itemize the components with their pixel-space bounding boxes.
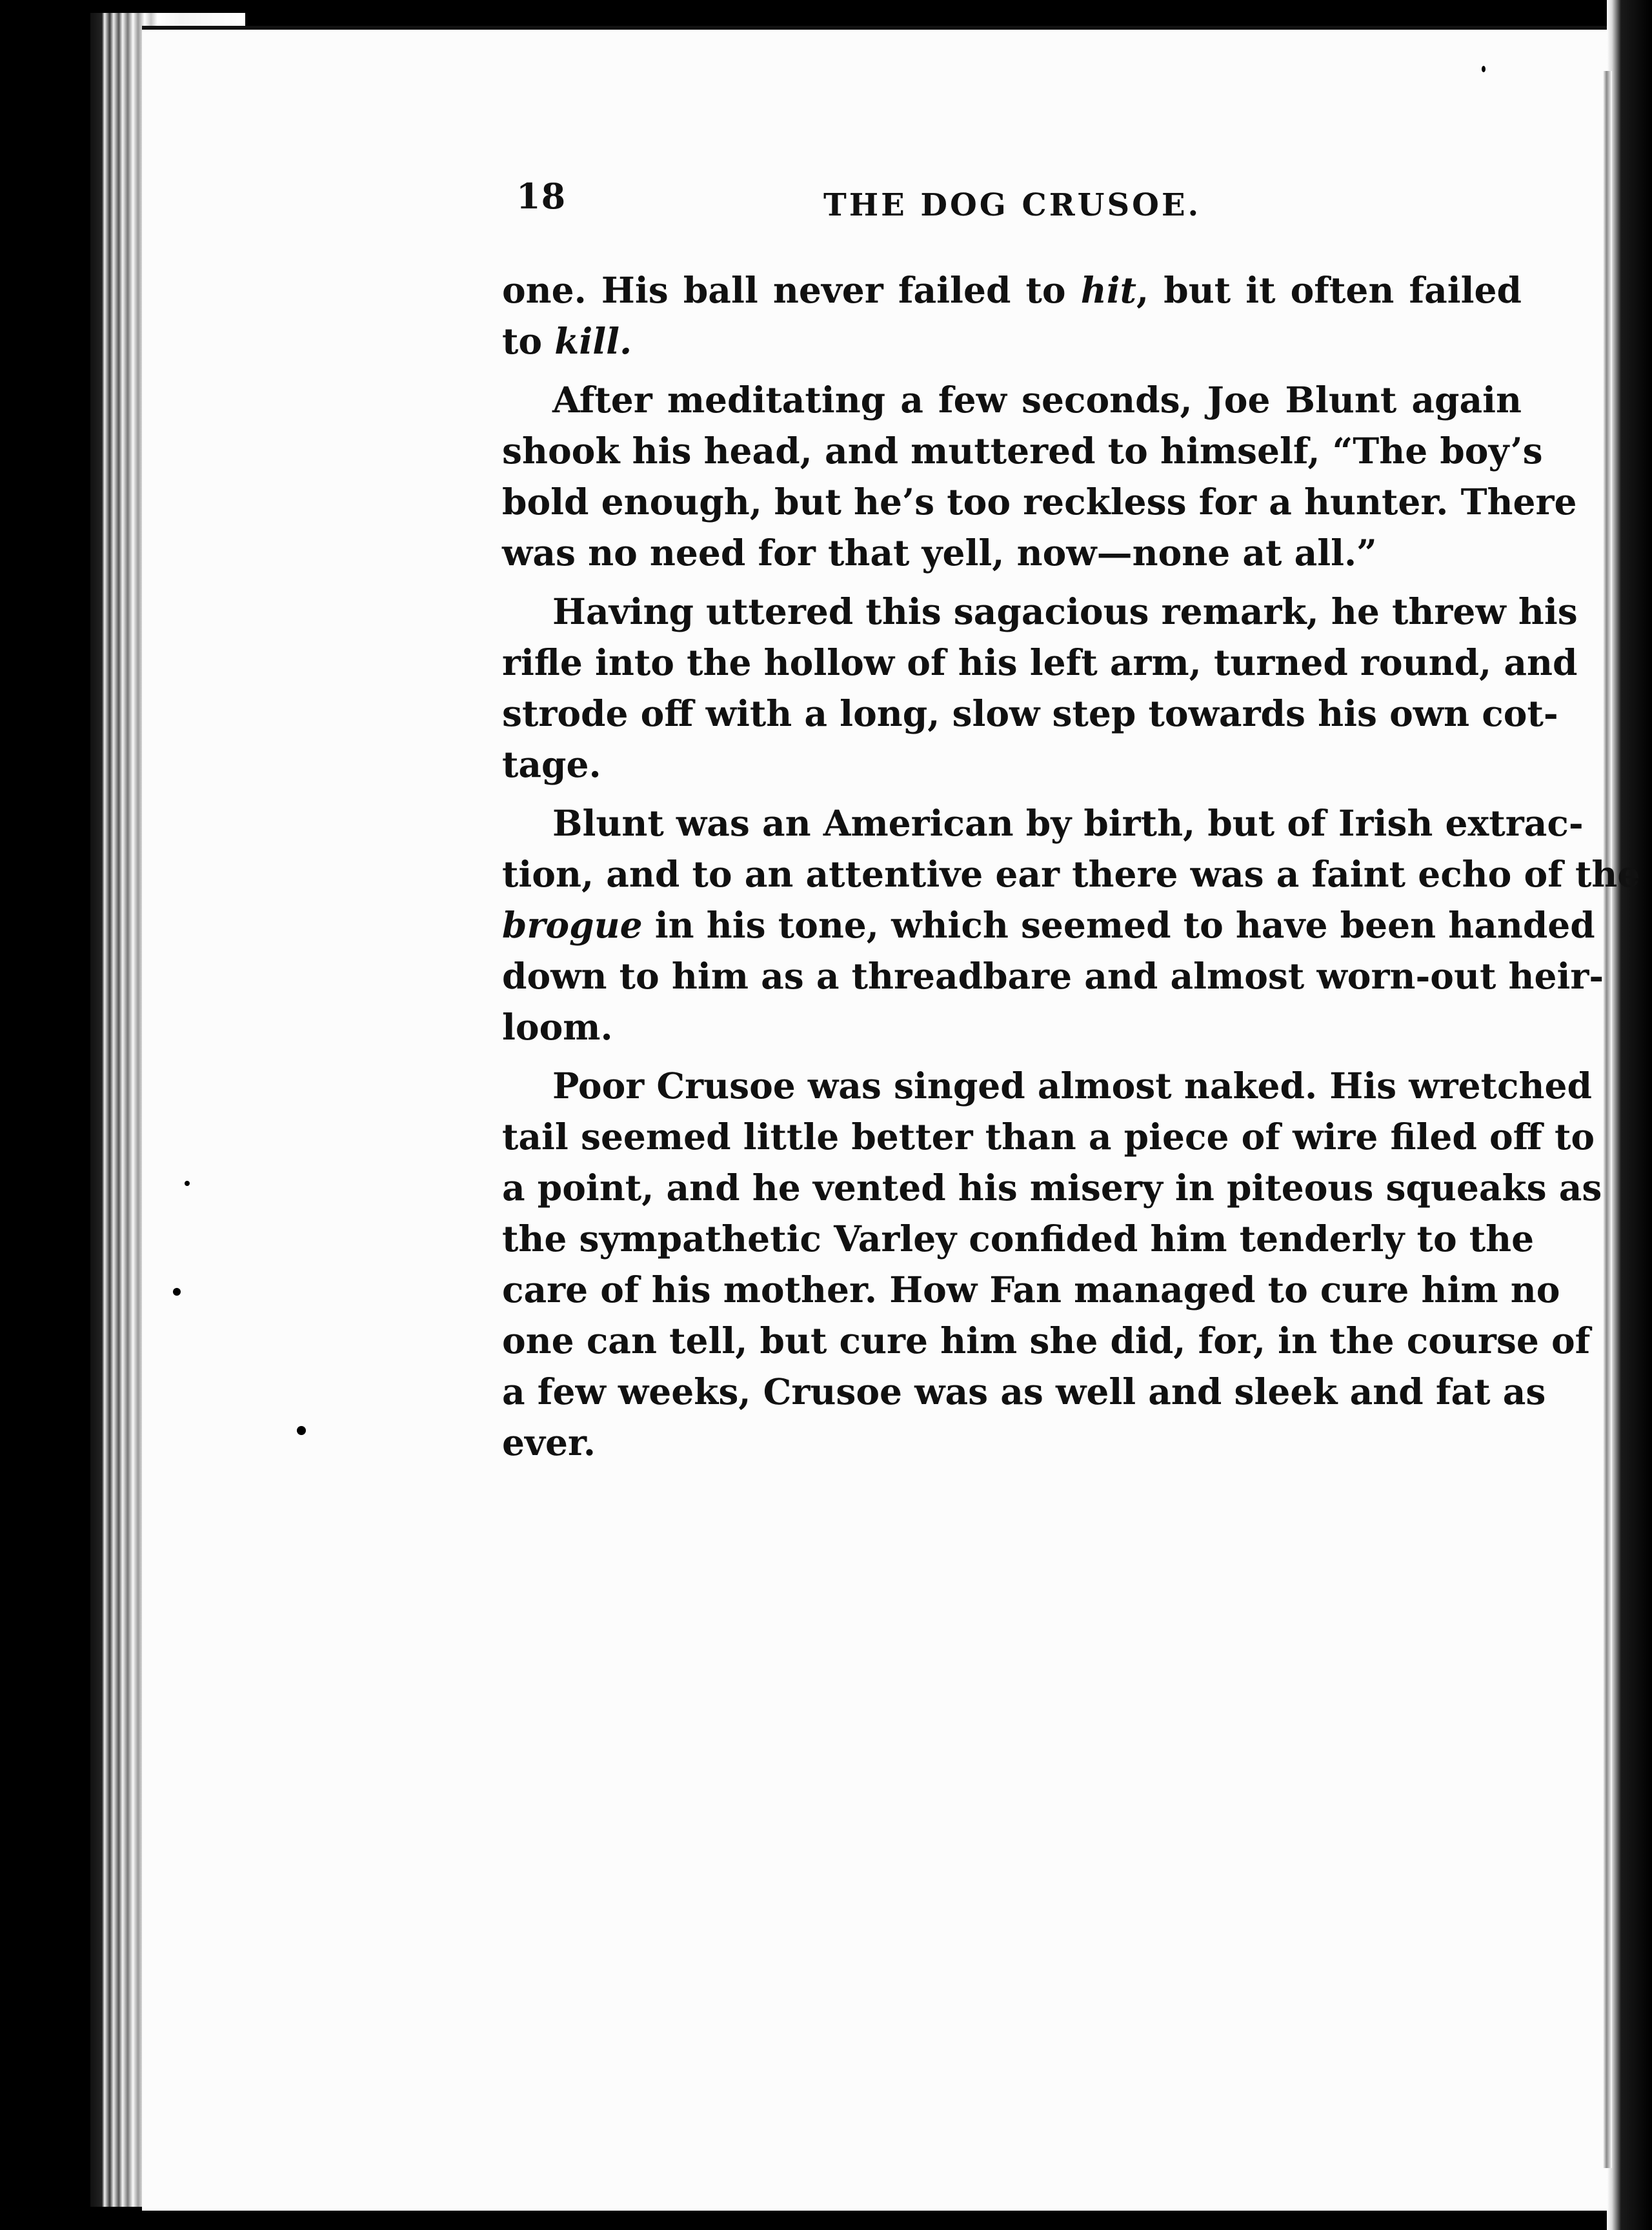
text-run: tion, and to an attentive ear there was a faint echo of the [502,853,1640,895]
text-line [502,1366,1546,1417]
right-page-edge-highlight [1603,71,1612,2168]
text-line [502,425,1543,476]
paragraph-gap [502,578,1522,586]
text-line [502,739,1522,790]
right-page-edge [1607,0,1652,2230]
paragraph [502,265,1522,367]
running-title: THE DOG CRUSOE. [823,187,1202,223]
text-run: in his tone, which seemed to have been handed [642,904,1595,946]
text-line [502,688,1558,739]
text-run: shook his head, and muttered to himself, “The boy’s [502,430,1543,472]
text-line [502,899,1595,950]
text-line [502,637,1578,688]
text-run: care of his mother. How Fan managed to cure him no [502,1269,1560,1311]
text-run: a point, and he vented his misery in piteous squeaks as [502,1167,1602,1209]
text-line [502,1417,1522,1468]
paragraph [502,798,1640,1052]
paragraph-gap [502,790,1522,798]
paragraph [502,1060,1602,1468]
text-line [502,798,1584,849]
text-line [502,1213,1535,1264]
text-run: down to him as a threadbare and almost worn-out heir- [502,955,1604,997]
text-line [502,1315,1591,1366]
text-run: to [502,320,555,362]
text-run: tage. [502,743,601,785]
paragraph [502,374,1577,578]
text-run: Blunt was an American by birth, but of Irish extrac- [552,802,1584,844]
text-line [502,316,1522,367]
text-run: loom. [502,1006,613,1048]
italic-text-run: hit [1080,269,1136,311]
scan-speck [297,1426,306,1435]
text-line [502,476,1577,527]
paragraph [502,586,1578,790]
text-run: one can tell, but cure him she did, for, in the course of [502,1320,1591,1361]
scan-speck [185,1181,190,1186]
text-line [502,265,1522,316]
text-line [502,586,1578,637]
text-run: , but it often failed [1136,269,1522,311]
italic-text-run: brogue [502,904,643,946]
body-text [502,265,1640,1468]
text-run: Having uttered this sagacious remark, he threw his [552,590,1578,632]
text-run: ever. [502,1421,596,1463]
text-line [502,374,1522,425]
page-number: 18 [516,176,567,217]
text-run: rifle into the hollow of his left arm, turned round, and [502,641,1578,683]
text-line [502,1001,1522,1052]
scan-speck [173,1288,181,1296]
text-run: one. His ball never failed to [502,269,1081,311]
text-run: a few weeks, Crusoe was as well and sleek and fat as [502,1371,1546,1412]
paragraph-gap [502,367,1522,374]
text-run: Poor Crusoe was singed almost naked. His wretched [552,1065,1592,1107]
text-run: tail seemed little better than a piece of wire filed off to [502,1116,1595,1158]
text-line [502,1264,1560,1315]
text-line [502,527,1522,578]
text-run: After meditating a few seconds, Joe Blunt again [552,379,1522,421]
text-run: strode off with a long, slow step towards his own cot- [502,692,1558,734]
paragraph-gap [502,1052,1522,1060]
text-line [502,1060,1592,1111]
italic-text-run: kill. [554,320,632,362]
scan-speck [1482,66,1486,72]
text-line [502,1111,1595,1162]
text-line [502,1162,1602,1213]
text-run: bold enough, but he’s too reckless for a hunter. There [502,481,1577,523]
text-run: the sympathetic Varley confided him tenderly to the [502,1218,1535,1260]
text-run: was no need for that yell, now—none at all.” [502,532,1377,574]
text-line [502,849,1640,899]
text-line [502,950,1604,1001]
